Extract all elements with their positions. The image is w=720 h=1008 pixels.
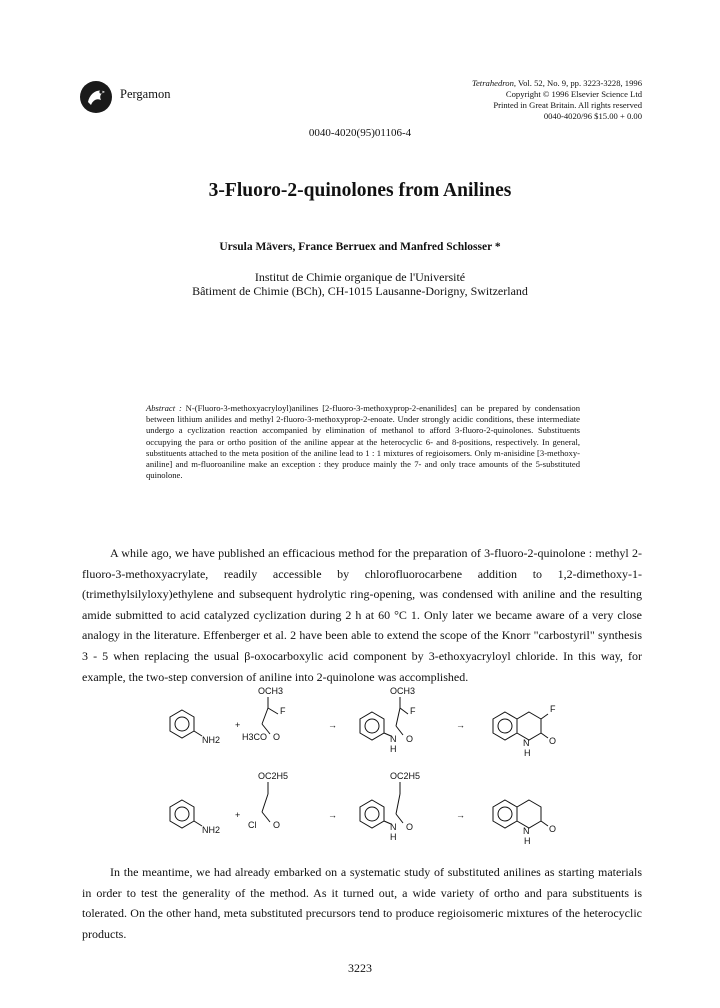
arrow-3: → (328, 810, 337, 820)
ester-label: H3CO (242, 732, 268, 742)
ethoxyacryloyl-chloride-structure (248, 771, 288, 830)
acyl-o-label: O (273, 820, 281, 830)
ethoxyacrylanilide-structure (360, 771, 420, 842)
author-list: Ursula Mävers, France Berruex and Manfred Schlosser * (219, 241, 501, 253)
printed-line: Printed in Great Britain. All rights reserved (493, 100, 642, 110)
issn-price: 0040-4020/96 $15.00 + 0.00 (543, 111, 642, 121)
anilide-structure (360, 686, 416, 754)
body-paragraph-1 (82, 543, 642, 687)
amide-o-label: O (406, 734, 414, 744)
fluoroquinolone-structure (493, 704, 556, 758)
journal-citation (472, 78, 642, 122)
amide-h-label-2: H (390, 832, 397, 842)
amide-n-label-2: N (390, 822, 397, 832)
arrow-4: → (456, 810, 465, 820)
publisher-name: Pergamon (120, 87, 171, 101)
journal-name: Tetrahedron (472, 78, 514, 88)
fluoro-label-2: F (410, 706, 416, 716)
amide-o-label-2: O (406, 822, 414, 832)
carbonyl-o-label: O (273, 732, 281, 742)
quinolone-f-label: F (550, 704, 556, 714)
arrow-2: → (456, 720, 465, 730)
quinolone-h-label: H (524, 748, 531, 758)
methoxy-label-2: OCH3 (390, 686, 416, 696)
article-identifier: 0040-4020(95)01106-4 (308, 127, 412, 139)
amide-h-label: H (390, 744, 397, 754)
quinolone-n-label-2: N (523, 826, 530, 836)
ethoxy-label: OC2H5 (258, 771, 289, 781)
paragraph-1-text: A while ago, we have published an efficacious method for the preparation of 3-fluoro-2-quinolone : methyl 2-fluoro-3-methoxyacrylate, readily accessible by chlorofluorocarbene addition to 1,2-dimethoxy-1-(trimethylsilyloxy)ethylene and subsequent hydrolytic ring-opening, was condensed with aniline and the resulting amide submitted to acid catalyzed cyclization during 2 h at 60 °C 1. Only later we became aware of a very close analogy in the literature. Effenberger et al. 2 have been able to extend the scope of the Knorr "carbostyril" synthesis 3 - 5 when replacing the usual β-oxocarboxylic acid component by 3-ethoxyacryloyl chloride. In this way, for example, the two-step conversion of aniline into 2-quinolone was accomplished. (82, 546, 642, 684)
affiliation-line-1: Institut de Chimie organique de l'Université (254, 270, 466, 284)
quinolone-o-label: O (549, 736, 557, 746)
aniline-structure-2 (170, 800, 220, 835)
arrow-1: → (328, 720, 337, 730)
ethoxy-label-2: OC2H5 (390, 771, 421, 781)
paper-title: 3-Fluoro-2-quinolones from Anilines (208, 180, 512, 201)
affiliation (0, 270, 720, 298)
pergamon-logo-icon (79, 80, 113, 114)
abstract (146, 403, 580, 481)
quinolone-h-label-2: H (524, 836, 531, 846)
amine-label: NH2 (202, 735, 221, 745)
chloro-label: Cl (248, 820, 257, 830)
plus-sign-2: + (235, 810, 241, 820)
amide-n-label: N (390, 734, 397, 744)
copyright-line: Copyright © 1996 Elsevier Science Ltd (505, 89, 642, 99)
journal-volume-info: , Vol. 52, No. 9, pp. 3223-3228, 1996 (513, 78, 642, 88)
amine-label-2: NH2 (202, 825, 221, 835)
fluoro-label: F (280, 706, 286, 716)
affiliation-line-2: Bâtiment de Chimie (BCh), CH-1015 Lausanne-Dorigny, Switzerland (192, 284, 528, 298)
page-number: 3223 (348, 961, 372, 975)
abstract-label: Abstract : (146, 403, 182, 413)
abstract-text: N-(Fluoro-3-methoxyacryloyl)anilines [2-fluoro-3-methoxyprop-2-enanilides] can be prepared by condensation between lithium anilides and methyl 2-fluoro-3-methoxyprop-2-enoate. Under strongly acidic conditions, these intermediate undergo a cyclization reaction accompanied by elimination of methanol to afford 3-fluoro-2-quinolones. Substituents occupying the para or ortho position of the aniline appear at the heterocyclic 6- and 8-positions, respectively. In general, substituents attached to the meta position of the aniline lead to 1 : 1 mixtures of regioisomers. Only m-anisidine [3-methoxy-aniline] and m-fluoroaniline make an exception : they produce mainly the 7- and only trace amounts of the 5-substituted quinolone. (146, 403, 580, 481)
aniline-structure (170, 710, 220, 745)
quinolone-n-label: N (523, 738, 530, 748)
plus-sign: + (235, 720, 241, 730)
body-paragraph-2 (82, 862, 642, 944)
reaction-scheme (150, 684, 620, 854)
methoxyacrylate-structure (242, 686, 286, 742)
quinolone-o-label-2: O (549, 824, 557, 834)
paragraph-2-text: In the meantime, we had already embarked on a systematic study of substituted anilines as starting materials in order to test the generality of the method. As it turned out, a wide variety of ortho and para substituents is tolerated. On the other hand, meta substituted precursors tend to produce regioisomeric mixtures of the heterocyclic products. (82, 865, 642, 941)
quinolone-structure (493, 800, 556, 846)
methoxy-label: OCH3 (258, 686, 284, 696)
